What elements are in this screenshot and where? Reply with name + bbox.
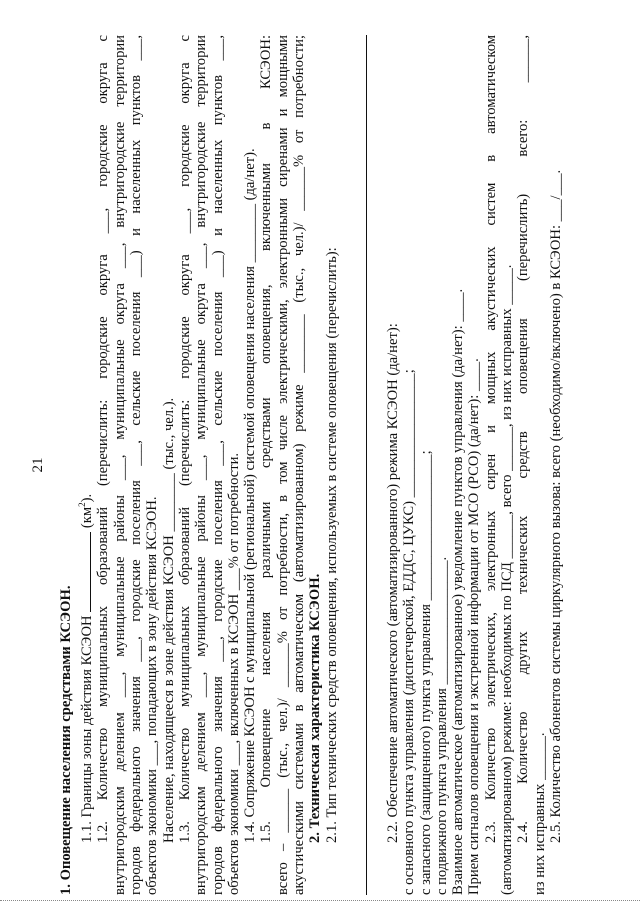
- item-2-1-answer-line[interactable]: [366, 35, 367, 895]
- item-1-5-line-3: акустическими системами в автоматическом (автоматизированном) режиме ________ (тыс., чел.)/ ______% от потребности;: [291, 35, 308, 895]
- item-2-2-title: 2.2. Обеспечение автоматического (автоматизированного) режима КСЭОН (да/нет):: [384, 323, 401, 843]
- item-1-1-blank[interactable]: [78, 532, 91, 612]
- item-1-2-line-4: объектов экономики ___, попадающих в зону действия КСЭОН.: [144, 496, 161, 895]
- page-number: 21: [30, 457, 46, 473]
- item-2-2-mobile-point: с подвижного пункта управления _________________.: [433, 556, 450, 895]
- section-1-title: 1. Оповещение населения средствами КСЭОН.: [58, 585, 74, 895]
- item-2-3-line-1: 2.3. Количество электрических, электронных сирен и мощных акустических систем в автоматическом: [482, 35, 499, 843]
- item-1-2-population: Население, находящееся в зоне действия КСЭОН ________ (тыс., чел.).: [160, 397, 177, 843]
- item-2-2-signal-reception: Прием сигналов оповещения и экстренной информации от МСО (РСО) (да/нет): ____.: [466, 358, 483, 895]
- item-1-3-line-4: объектов экономики ___, включенных в КСЭОН ___% от потребности.: [225, 452, 242, 895]
- item-1-4: 1.4. Сопряжение КСЭОН с муниципальной (региональной) системой оповещения населения ________ (да/нет).: [242, 148, 259, 843]
- rotated-document-page: [30, 35, 605, 895]
- scan-edge-line: [0, 900, 640, 901]
- item-2-2-mutual-notification: Взаимное автоматическое (автоматизированное) уведомление пунктов управления (да/нет): ____.: [450, 288, 467, 895]
- item-1-3-line-3: городов федерального значения ___, городские поселения ___, сельские поселения ___) и населенных пунктов ___,: [209, 35, 226, 895]
- item-2-2-reserve-point: с запасного (защищенного) пункта управления ____________________;: [417, 450, 434, 895]
- item-1-2-line-1: 1.2. Количество муниципальных образований (перечислить: городские округа ___, городские округа с: [95, 35, 112, 843]
- item-1-2-line-2: внутригородским делением ___, муниципальные районы ___, муниципальные округа ___, внутригородские территории: [111, 35, 128, 895]
- item-1-1: 1.1. Границы зоны действия КСЭОН $(км^2)$.: [77, 493, 96, 843]
- item-2-5: 2.5. Количество абонентов системы циркулярного вызова: всего (необходимо/включено) в КСЭОН: ___/___.: [547, 169, 564, 843]
- item-2-4-line-2: из них исправных ______.: [531, 732, 548, 895]
- item-2-2-main-point: с основного пункта управления (диспетчерской, ЕДДС, ЦУКС) _________________;: [401, 369, 418, 895]
- item-1-3-line-2: внутригородским делением ___, муниципальные районы ___, муниципальные округа ___, внутригородские территории: [193, 35, 210, 895]
- item-2-3-line-2: (автоматизированном) режиме: необходимых по ПСД ______, всего ______, из них исправных _____.: [498, 264, 515, 895]
- item-2-4-line-1: 2.4. Количество других технических средств оповещения (перечислить) всего: ______,: [515, 35, 532, 843]
- item-1-5-line-1: 1.5. Оповещение населения различными средствами оповещения, включенными в КСЭОН:: [258, 35, 275, 843]
- item-1-5-line-2: всего – ______ (тыс., чел.)/ ______% от потребности, в том числе электрическими, электронными сиренами и мощными: [274, 35, 291, 895]
- section-2-title: 2. Техническая характеристика КСЭОН.: [307, 573, 324, 843]
- item-1-1-text: 1.1. Границы зоны действия КСЭОН: [79, 615, 96, 843]
- item-1-2-line-3: городов федерального значения ___, городские поселения ___, сельские поселения ___) и населенных пунктов ___,: [128, 35, 145, 895]
- item-2-1: 2.1. Тип технических средств оповещения, используемых в системе оповещения (перечислить):: [323, 247, 340, 843]
- item-1-1-unit: (км: [79, 506, 96, 529]
- form-body: [58, 35, 564, 895]
- item-1-3-line-1: 1.3. Количество муниципальных образований (перечислить: городские округа ___, городские округа с: [176, 35, 193, 843]
